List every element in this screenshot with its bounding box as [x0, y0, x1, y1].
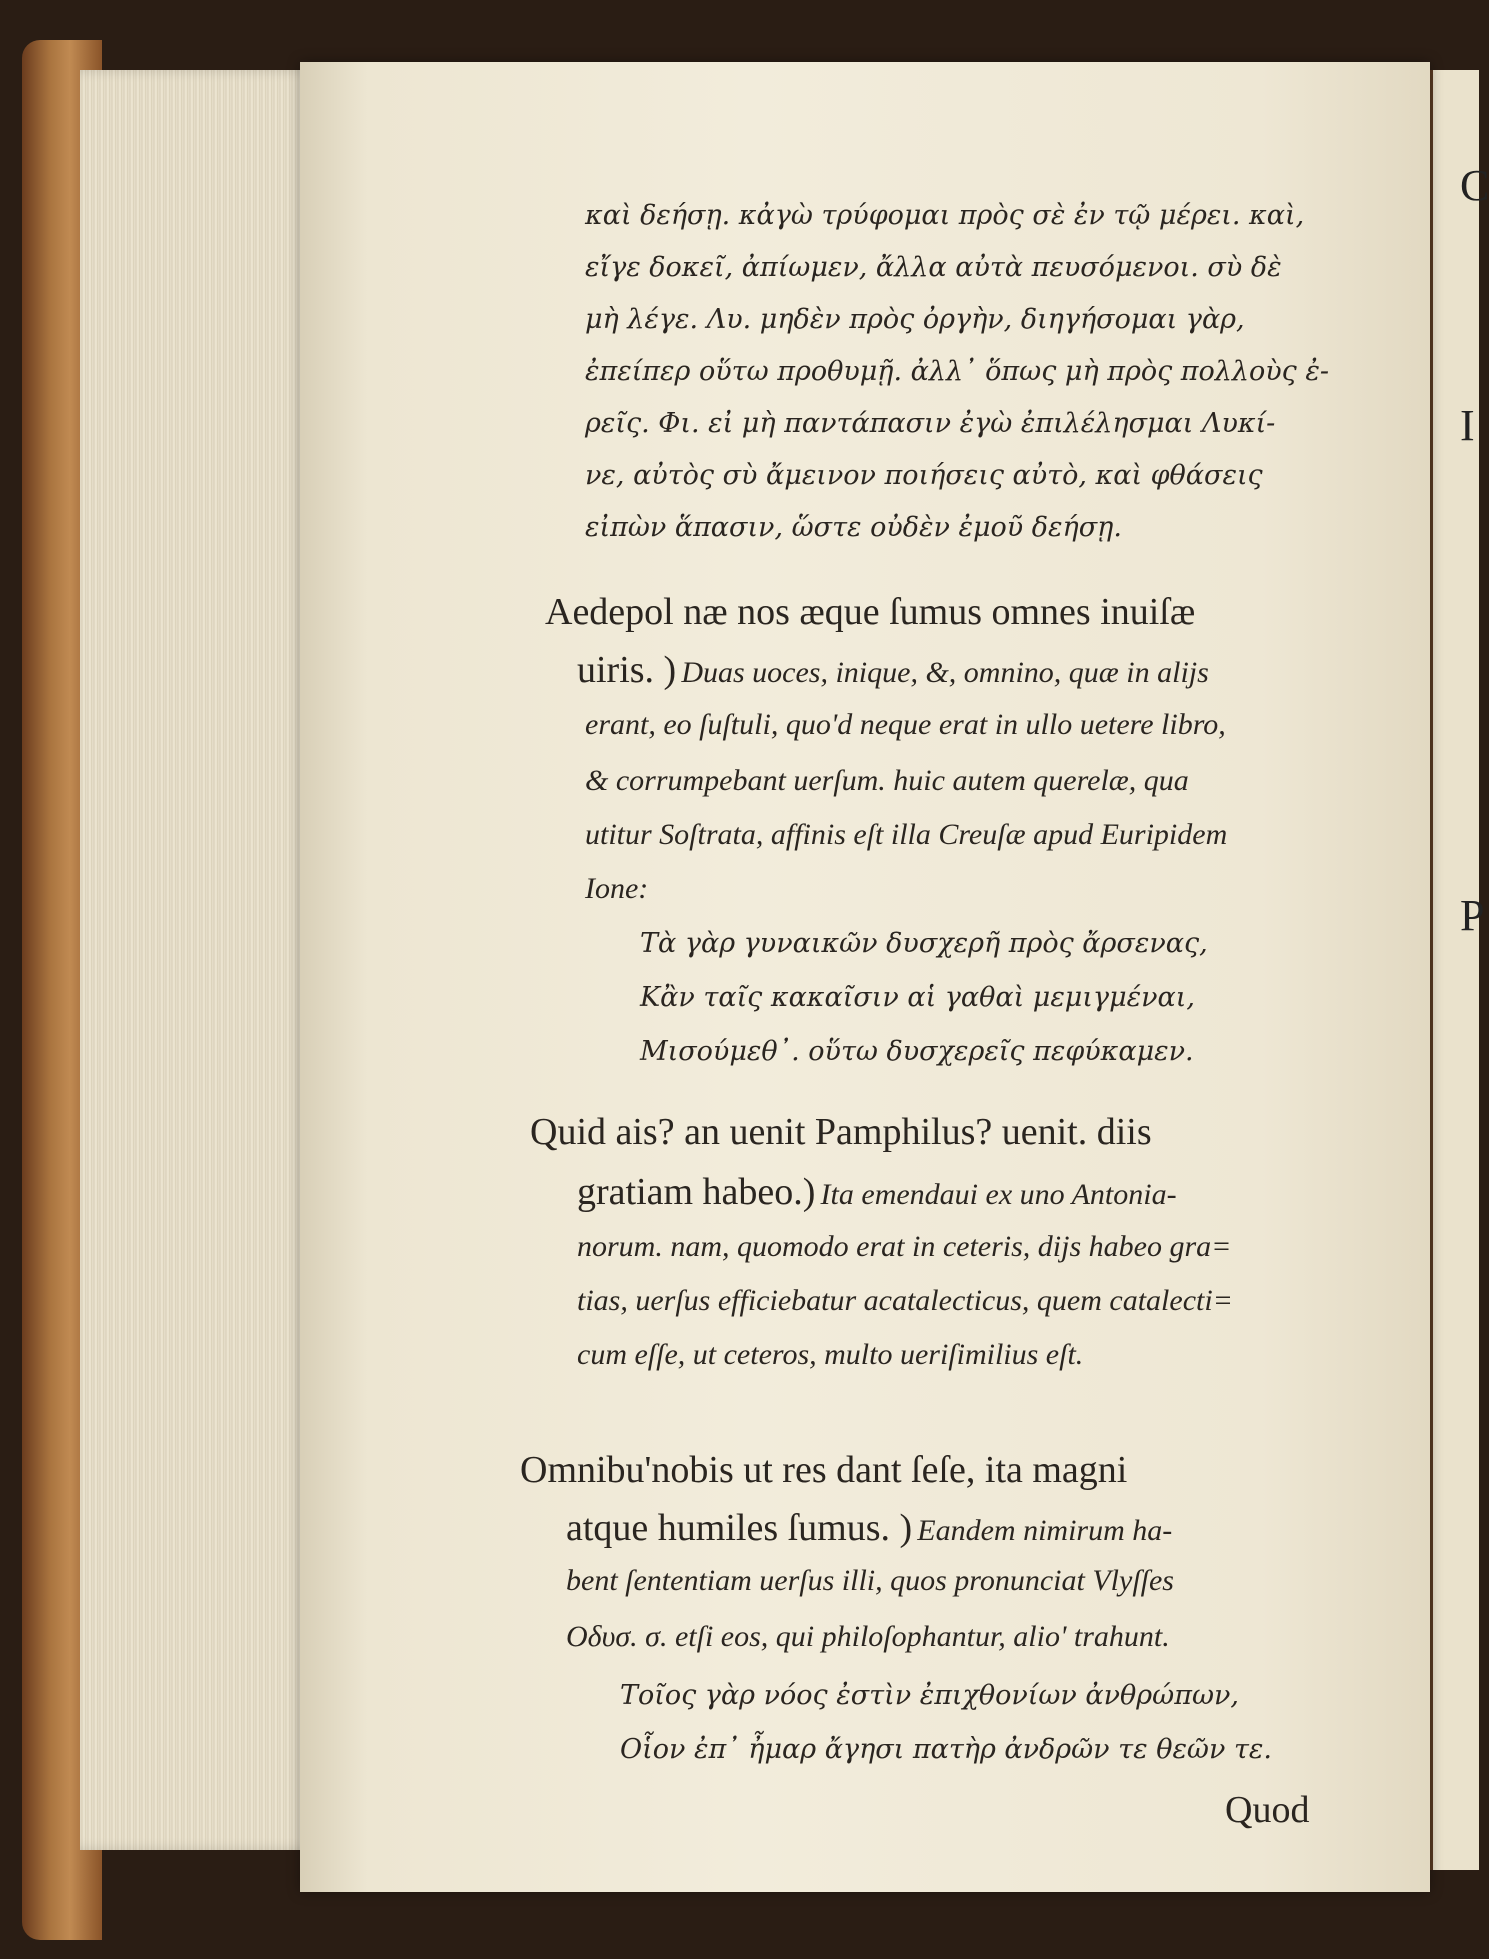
- greek-line: εἰπὼν ἅπασιν, ὥστε οὐδὲν ἐμοῦ δεήσῃ.: [585, 512, 1122, 543]
- greek-line: μὴ λέγε. Λυ. μηδὲν πρὸς ὀργὴν, διηγήσομαι γὰρ,: [585, 304, 1245, 335]
- commentary-line: bent ſententiam uerſus illi, quos pronunciat Vlyſſes: [566, 1564, 1174, 1597]
- commentary-line: & corrumpebant uerſum. huic autem querelæ, qua: [585, 764, 1189, 797]
- lemma-comment-line: [577, 648, 1209, 692]
- lemma-line: Quid ais? an uenit Pamphilus? uenit. diis: [530, 1111, 1152, 1153]
- lemma-line: gratiam habeo.): [577, 1171, 816, 1213]
- lemma-line: Aedepol næ nos æque ſumus omnes inuiſæ: [545, 591, 1196, 633]
- commentary-line: Ita emendaui ex uno Antonia-: [820, 1178, 1177, 1211]
- facing-page-letter-1: C: [1460, 161, 1489, 210]
- catchword: Quod: [1225, 1789, 1310, 1831]
- lemma-line: uiris. ): [577, 649, 677, 691]
- commentary-line: Duas uoces, inique, &, omnino, quæ in alijs: [681, 656, 1209, 689]
- facing-page-letter-2: I: [1460, 401, 1475, 450]
- commentary-line: cum eſſe, ut ceteros, multo ueriſimilius eſt.: [577, 1338, 1084, 1371]
- greek-line: ἐπείπερ οὕτω προθυμῇ. ἀλλ᾽ ὅπως μὴ πρὸς πολλοὺς ἐ-: [585, 356, 1329, 387]
- greek-line: εἴγε δοκεῖ, ἀπίωμεν, ἄλλα αὐτὰ πευσόμενοι. σὺ δὲ: [585, 252, 1282, 283]
- facing-page-letter-3: P: [1460, 891, 1485, 940]
- commentary-line: Οδυσ. σ. etſi eos, qui philoſophantur, alio' trahunt.: [566, 1620, 1170, 1653]
- lemma-comment-line: [566, 1506, 1172, 1550]
- commentary-line: utitur Soſtrata, affinis eſt illa Creuſæ apud Euripidem: [585, 818, 1228, 851]
- commentary-line: Ione:: [585, 872, 649, 905]
- greek-verse: Τὰ γὰρ γυναικῶν δυσχερῆ πρὸς ἄρσενας,: [640, 928, 1208, 959]
- greek-verse: Οἷον ἐπ᾽ ἦμαρ ἄγησι πατὴρ ἀνδρῶν τε θεῶν τε.: [620, 1734, 1272, 1765]
- commentary-line: norum. nam, quomodo erat in ceteris, dijs habeo gra=: [577, 1230, 1232, 1263]
- lemma-line: Omnibu'nobis ut res dant ſeſe, ita magni: [520, 1449, 1128, 1491]
- commentary-line: Eandem nimirum ha-: [917, 1514, 1173, 1547]
- book-page: [300, 62, 1430, 1892]
- commentary-line: tias, uerſus efficiebatur acatalecticus, quem catalecti=: [577, 1284, 1233, 1317]
- lemma-comment-line: [577, 1170, 1177, 1214]
- greek-verse: Κἂν ταῖς κακαῖσιν αἱ γαθαὶ μεμιγμέναι,: [640, 982, 1195, 1013]
- greek-line: νε, αὐτὸς σὺ ἄμεινον ποιήσεις αὐτὸ, καὶ φθάσεις: [585, 460, 1263, 491]
- greek-line: καὶ δεήσῃ. κἀγὼ τρύφομαι πρὸς σὲ ἐν τῷ μέρει. καὶ,: [585, 200, 1305, 231]
- greek-verse: Μισούμεθ᾽. οὕτω δυσχερεῖς πεφύκαμεν.: [640, 1036, 1194, 1067]
- greek-line: ρεῖς. Φι. εἰ μὴ παντάπασιν ἐγὼ ἐπιλέλησμαι Λυκί-: [585, 408, 1276, 439]
- greek-verse: Τοῖος γὰρ νόος ἐστὶν ἐπιχθονίων ἀνθρώπων,: [620, 1680, 1239, 1711]
- lemma-line: atque humiles ſumus. ): [566, 1507, 913, 1549]
- commentary-line: erant, eo ſuſtuli, quo'd neque erat in ullo uetere libro,: [585, 708, 1226, 741]
- facing-page-edge: [1430, 70, 1479, 1870]
